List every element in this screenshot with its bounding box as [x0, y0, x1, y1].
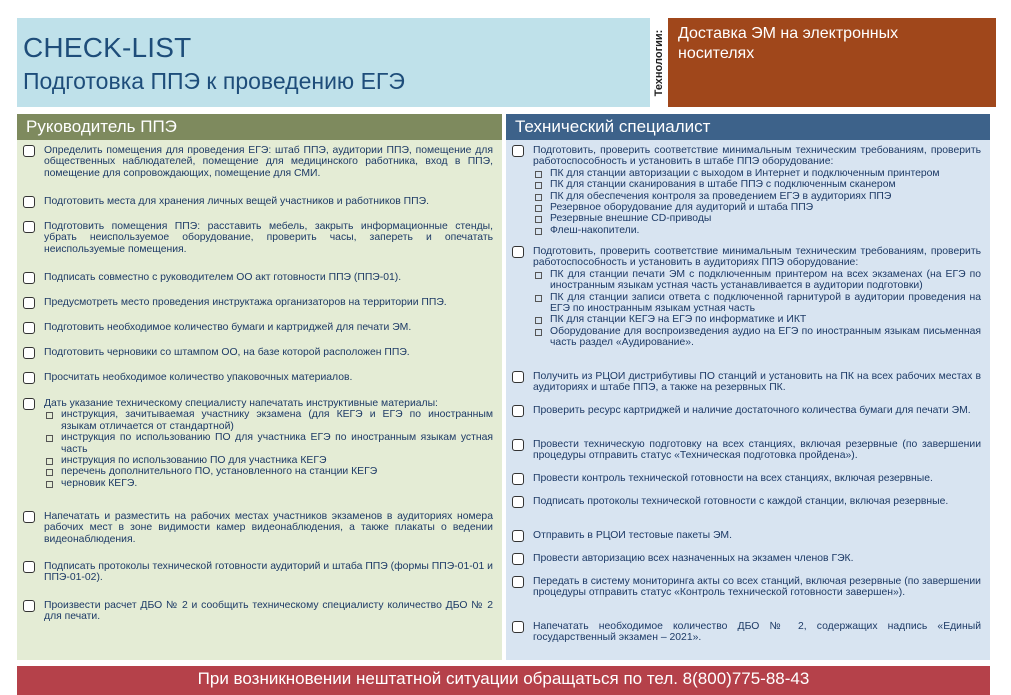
checklist-item [512, 145, 981, 236]
checkbox[interactable] [23, 145, 35, 157]
sub-list-item: ПК для станции сканирования в штабе ППЭ с подключенным сканером [533, 179, 981, 190]
checkbox[interactable] [23, 561, 35, 573]
checkbox[interactable] [23, 372, 35, 384]
checkbox[interactable] [23, 196, 35, 208]
checkbox[interactable] [512, 246, 524, 258]
checklist-item [512, 576, 981, 599]
checklist-item-text: Получить из РЦОИ дистрибутивы ПО станций и установить на ПК на всех рабочих местах в аудиториях и штабе ППЭ, а также на резервных ПК. [533, 371, 981, 394]
checklist-item-text: Предусмотреть место проведения инструктажа организаторов на территории ППЭ. [44, 297, 447, 308]
instruction-materials-list [44, 409, 493, 489]
room-equipment-list [533, 269, 981, 349]
sub-list-item: ПК для обеспечения контроля за проведением ЕГЭ в аудиториях ППЭ [533, 191, 981, 202]
sub-list-item: инструкция по использованию ПО для участника КЕГЭ [44, 455, 493, 466]
sub-list-item: Резервное оборудование для аудиторий и штаба ППЭ [533, 202, 981, 213]
checkbox[interactable] [512, 553, 524, 565]
checklist-item [23, 561, 493, 584]
manager-heading: Руководитель ППЭ [17, 114, 502, 140]
sub-list-item: инструкция, зачитываемая участнику экзамена (для КЕГЭ и ЕГЭ по иностранным языкам отличается от стандартной) [44, 409, 493, 432]
checkbox[interactable] [512, 576, 524, 588]
checklist-item-text: Подписать совместно с руководителем ОО акт готовности ППЭ (ППЭ-01). [44, 272, 402, 283]
checklist-item [512, 530, 981, 541]
checkbox[interactable] [512, 496, 524, 508]
checkbox[interactable] [23, 511, 35, 523]
sub-list-item: ПК для станции записи ответа с подключенной гарнитурой в аудитории проведения на ЕГЭ по иностранным языкам устная часть [533, 292, 981, 315]
hq-equipment-list [533, 168, 981, 236]
checklist-item-text: Подписать протоколы технической готовности аудиторий и штаба ППЭ (формы ППЭ-01-01 и ППЭ-01-02). [44, 561, 493, 584]
sub-list-item: ПК для станции КЕГЭ на ЕГЭ по информатике и ИКТ [533, 314, 981, 325]
checklist-item [512, 496, 981, 507]
sub-list-item: черновик КЕГЭ. [44, 478, 493, 489]
checkbox[interactable] [512, 405, 524, 417]
checklist-item-text: Подписать протоколы технической готовности с каждой станции, включая резервные. [533, 496, 949, 507]
checklist-item [512, 553, 981, 564]
checkbox[interactable] [23, 272, 35, 284]
checklist-item-text: Провести авторизацию всех назначенных на экзамен членов ГЭК. [533, 553, 854, 564]
checkbox[interactable] [512, 530, 524, 542]
checklist-item-text: Просчитать необходимое количество упаковочных материалов. [44, 372, 353, 383]
checklist-item [512, 246, 981, 349]
checklist-item-text: Проверить ресурс картриджей и наличие достаточного количества бумаги для печати ЭМ. [533, 405, 971, 416]
checklist-item [23, 272, 493, 283]
technology-box [668, 18, 996, 107]
checklist-item [512, 405, 981, 416]
checklist-item-text: Передать в систему мониторинга акты со всех станций, включая резервные (по завершении процедуры отправить статус «Контроль технической готовности завершен»). [533, 576, 981, 599]
technology-value: Доставка ЭМ на электронных носителях [678, 25, 899, 62]
checkbox[interactable] [512, 145, 524, 157]
checkbox[interactable] [512, 439, 524, 451]
checklist-item-text: Подготовить черновики со штампом ОО, на базе которой расположен ППЭ. [44, 347, 410, 358]
checkbox[interactable] [512, 371, 524, 383]
sub-list-item: ПК для станции авторизации с выходом в Интернет и подключенным принтером [533, 168, 981, 179]
checkbox[interactable] [512, 473, 524, 485]
checklist-item [512, 371, 981, 394]
checklist-item [512, 439, 981, 462]
checkbox[interactable] [23, 398, 35, 410]
tech-specialist-column [506, 114, 990, 660]
checklist-item-text: Провести контроль технической готовности на всех станциях, включая резервные. [533, 473, 933, 484]
tech-specialist-heading: Технический специалист [506, 114, 990, 140]
checklist-item [23, 297, 493, 308]
checklist-item-text: Произвести расчет ДБО № 2 и сообщить техническому специалисту количество ДБО № 2 для печати. [44, 600, 493, 623]
header-banner [17, 18, 650, 107]
checklist-item [23, 347, 493, 358]
checkbox[interactable] [512, 621, 524, 633]
checklist-item-text: Подготовить, проверить соответствие минимальным техническим требованиям, проверить работоспособность и установить в аудиториях ППЭ оборудование: [533, 246, 981, 269]
checklist-item-text: Подготовить, проверить соответствие минимальным техническим требованиям, проверить работоспособность и установить в штабе ППЭ оборудование: [533, 145, 981, 168]
checklist-item [23, 511, 493, 545]
checklist-item [23, 398, 493, 489]
sub-list-item: Флеш-накопители. [533, 225, 981, 236]
checklist-item-text: Напечатать необходимое количество ДБО № 2, содержащих надпись «Единый государственный экзамен – 2021». [533, 621, 981, 644]
page-subtitle: Подготовка ППЭ к проведению ЕГЭ [23, 68, 405, 94]
checklist-item [23, 145, 493, 179]
tech-specialist-checklist [506, 140, 990, 660]
sub-list-item: инструкция по использованию ПО для участника ЕГЭ по иностранным языкам устная часть [44, 432, 493, 455]
checkbox[interactable] [23, 221, 35, 233]
checklist-item-text: Подготовить помещения ППЭ: расставить мебель, закрыть информационные стенды, убрать неиспользуемое оборудование, проверить часы, запереть и опечатать неиспользуемые помещения. [44, 221, 493, 255]
checkbox[interactable] [23, 600, 35, 612]
sub-list-item: Оборудование для воспроизведения аудио на ЕГЭ по иностранным языкам письменная часть раздел «Аудирование». [533, 326, 981, 349]
checklist-item [23, 322, 493, 333]
checklist-item-text: Провести техническую подготовку на всех станциях, включая резервные (по завершении процедуры отправить статус «Техническая подготовка пройдена»). [533, 439, 981, 462]
checklist-item [23, 600, 493, 623]
checklist-item-text: Напечатать и разместить на рабочих местах участников экзаменов в аудиториях номера рабочих мест в зоне видимости камер видеонаблюдения, а также плакаты о ведении видеонаблюдения. [44, 511, 493, 545]
manager-column [17, 114, 502, 660]
checklist-item-text: Отправить в РЦОИ тестовые пакеты ЭМ. [533, 530, 732, 541]
checklist-item [23, 372, 493, 383]
checklist-item-text: Подготовить места для хранения личных вещей участников и работников ППЭ. [44, 196, 429, 207]
checklist-item [23, 221, 493, 255]
sub-list-item: ПК для станции печати ЭМ с подключенным принтером на всех экзаменах (на ЕГЭ по иностранным языкам устная часть устанавливается в аудитории подготовки) [533, 269, 981, 292]
emergency-contact-banner: При возникновении нештатной ситуации обращаться по тел. 8(800)775-88-43 [17, 666, 990, 695]
checklist-item [512, 473, 981, 484]
checklist-item [512, 621, 981, 644]
checklist-item-text: Подготовить необходимое количество бумаги и картриджей для печати ЭМ. [44, 322, 412, 333]
checkbox[interactable] [23, 322, 35, 334]
sub-list-item: перечень дополнительного ПО, установленного на станции КЕГЭ [44, 466, 493, 477]
checkbox[interactable] [23, 297, 35, 309]
checkbox[interactable] [23, 347, 35, 359]
sub-list-item: Резервные внешние CD-приводы [533, 213, 981, 224]
manager-checklist [17, 140, 502, 660]
checklist-item-text: Дать указание техническому специалисту напечатать инструктивные материалы: [44, 398, 438, 409]
checklist-item-text: Определить помещения для проведения ЕГЭ: штаб ППЭ, аудитории ППЭ, помещение для общественных наблюдателей, помещение для медицинского работника, вход в ППЭ, помещение для сопровождающих, помещение для СМИ. [44, 145, 493, 179]
page-title: CHECK-LIST [23, 32, 192, 63]
checklist-item [23, 196, 493, 207]
technology-label: Технологии: [653, 29, 665, 96]
technology-label-box [651, 18, 667, 107]
